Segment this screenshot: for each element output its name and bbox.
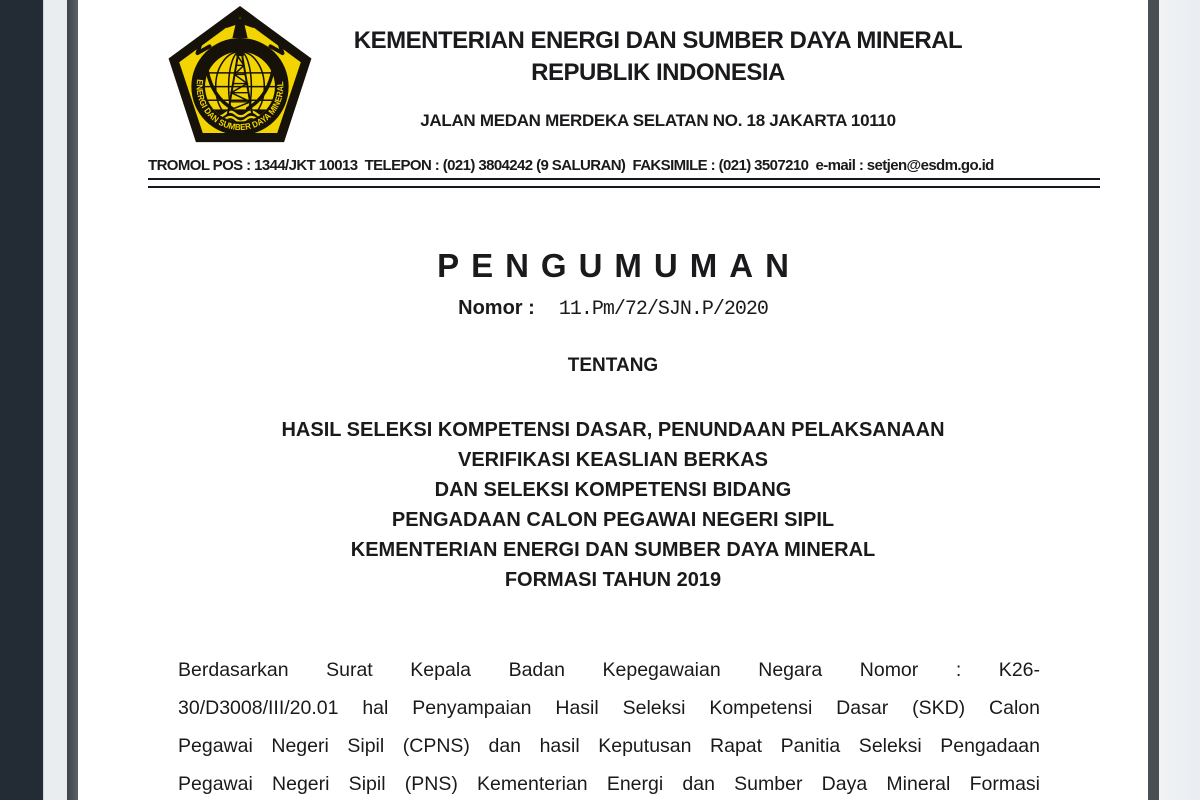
viewer-left-light-strip	[43, 0, 67, 800]
viewer-right-light-strip	[1159, 0, 1200, 800]
subject-line: VERIFIKASI KEASLIAN BERKAS	[457, 449, 769, 471]
number-label: Nomor :	[458, 297, 535, 319]
subject-line: PENGADAAN CALON PEGAWAI NEGERI SIPIL	[391, 509, 835, 531]
body-line: Pegawai Negeri Sipil (CPNS) dan hasil Keputusan Rapat Panitia Seleksi Pengadaan	[178, 735, 1040, 757]
number-value: 11.Pm/72/SJN.P/2020	[558, 298, 768, 321]
emblem-ring-text: ENERGI DAN SUMBER DAYA MINERAL	[194, 78, 286, 133]
republic-name: REPUBLIK INDONESIA	[531, 59, 785, 86]
subject-line: HASIL SELEKSI KOMPETENSI DASAR, PENUNDAAN PELAKSANAAN	[281, 419, 945, 441]
body-line: 30/D3008/III/20.01 hal Penyampaian Hasil Seleksi Kompetensi Dasar (SKD) Calon	[178, 697, 1040, 719]
address-line: JALAN MEDAN MERDEKA SELATAN NO. 18 JAKARTA 10110	[420, 111, 896, 130]
document-page	[78, 0, 1148, 800]
body-paragraph	[178, 651, 1040, 800]
page-left-edge-shadow	[67, 0, 78, 800]
viewer-left-dark-strip	[0, 0, 43, 800]
subject-block	[78, 415, 1148, 595]
subject-line: DAN SELEKSI KOMPETENSI BIDANG	[434, 479, 792, 501]
subject-line: KEMENTERIAN ENERGI DAN SUMBER DAYA MINERAL	[350, 539, 876, 561]
number-row	[78, 297, 1148, 321]
ministry-name: KEMENTERIAN ENERGI DAN SUMBER DAYA MINERAL	[353, 27, 963, 54]
letterhead-rule	[148, 186, 1100, 188]
about-label: TENTANG	[567, 355, 659, 376]
body-line: Berdasarkan Surat Kepala Badan Kepegawaian Negara Nomor : K26-	[178, 659, 1040, 681]
subject-line: FORMASI TAHUN 2019	[504, 569, 722, 591]
page-right-edge-shadow	[1148, 0, 1159, 800]
body-line: Pegawai Negeri Sipil (PNS) Kementerian Energi dan Sumber Daya Mineral Formasi	[178, 773, 1040, 795]
announcement-title: PENGUMUMAN	[437, 247, 801, 284]
contact-line: TROMOL POS : 1344/JKT 10013 TELEPON : (021) 3804242 (9 SALURAN) FAKSIMILE : (021) 3507210 e-mail : setjen@esdm.go.id	[148, 157, 1100, 180]
